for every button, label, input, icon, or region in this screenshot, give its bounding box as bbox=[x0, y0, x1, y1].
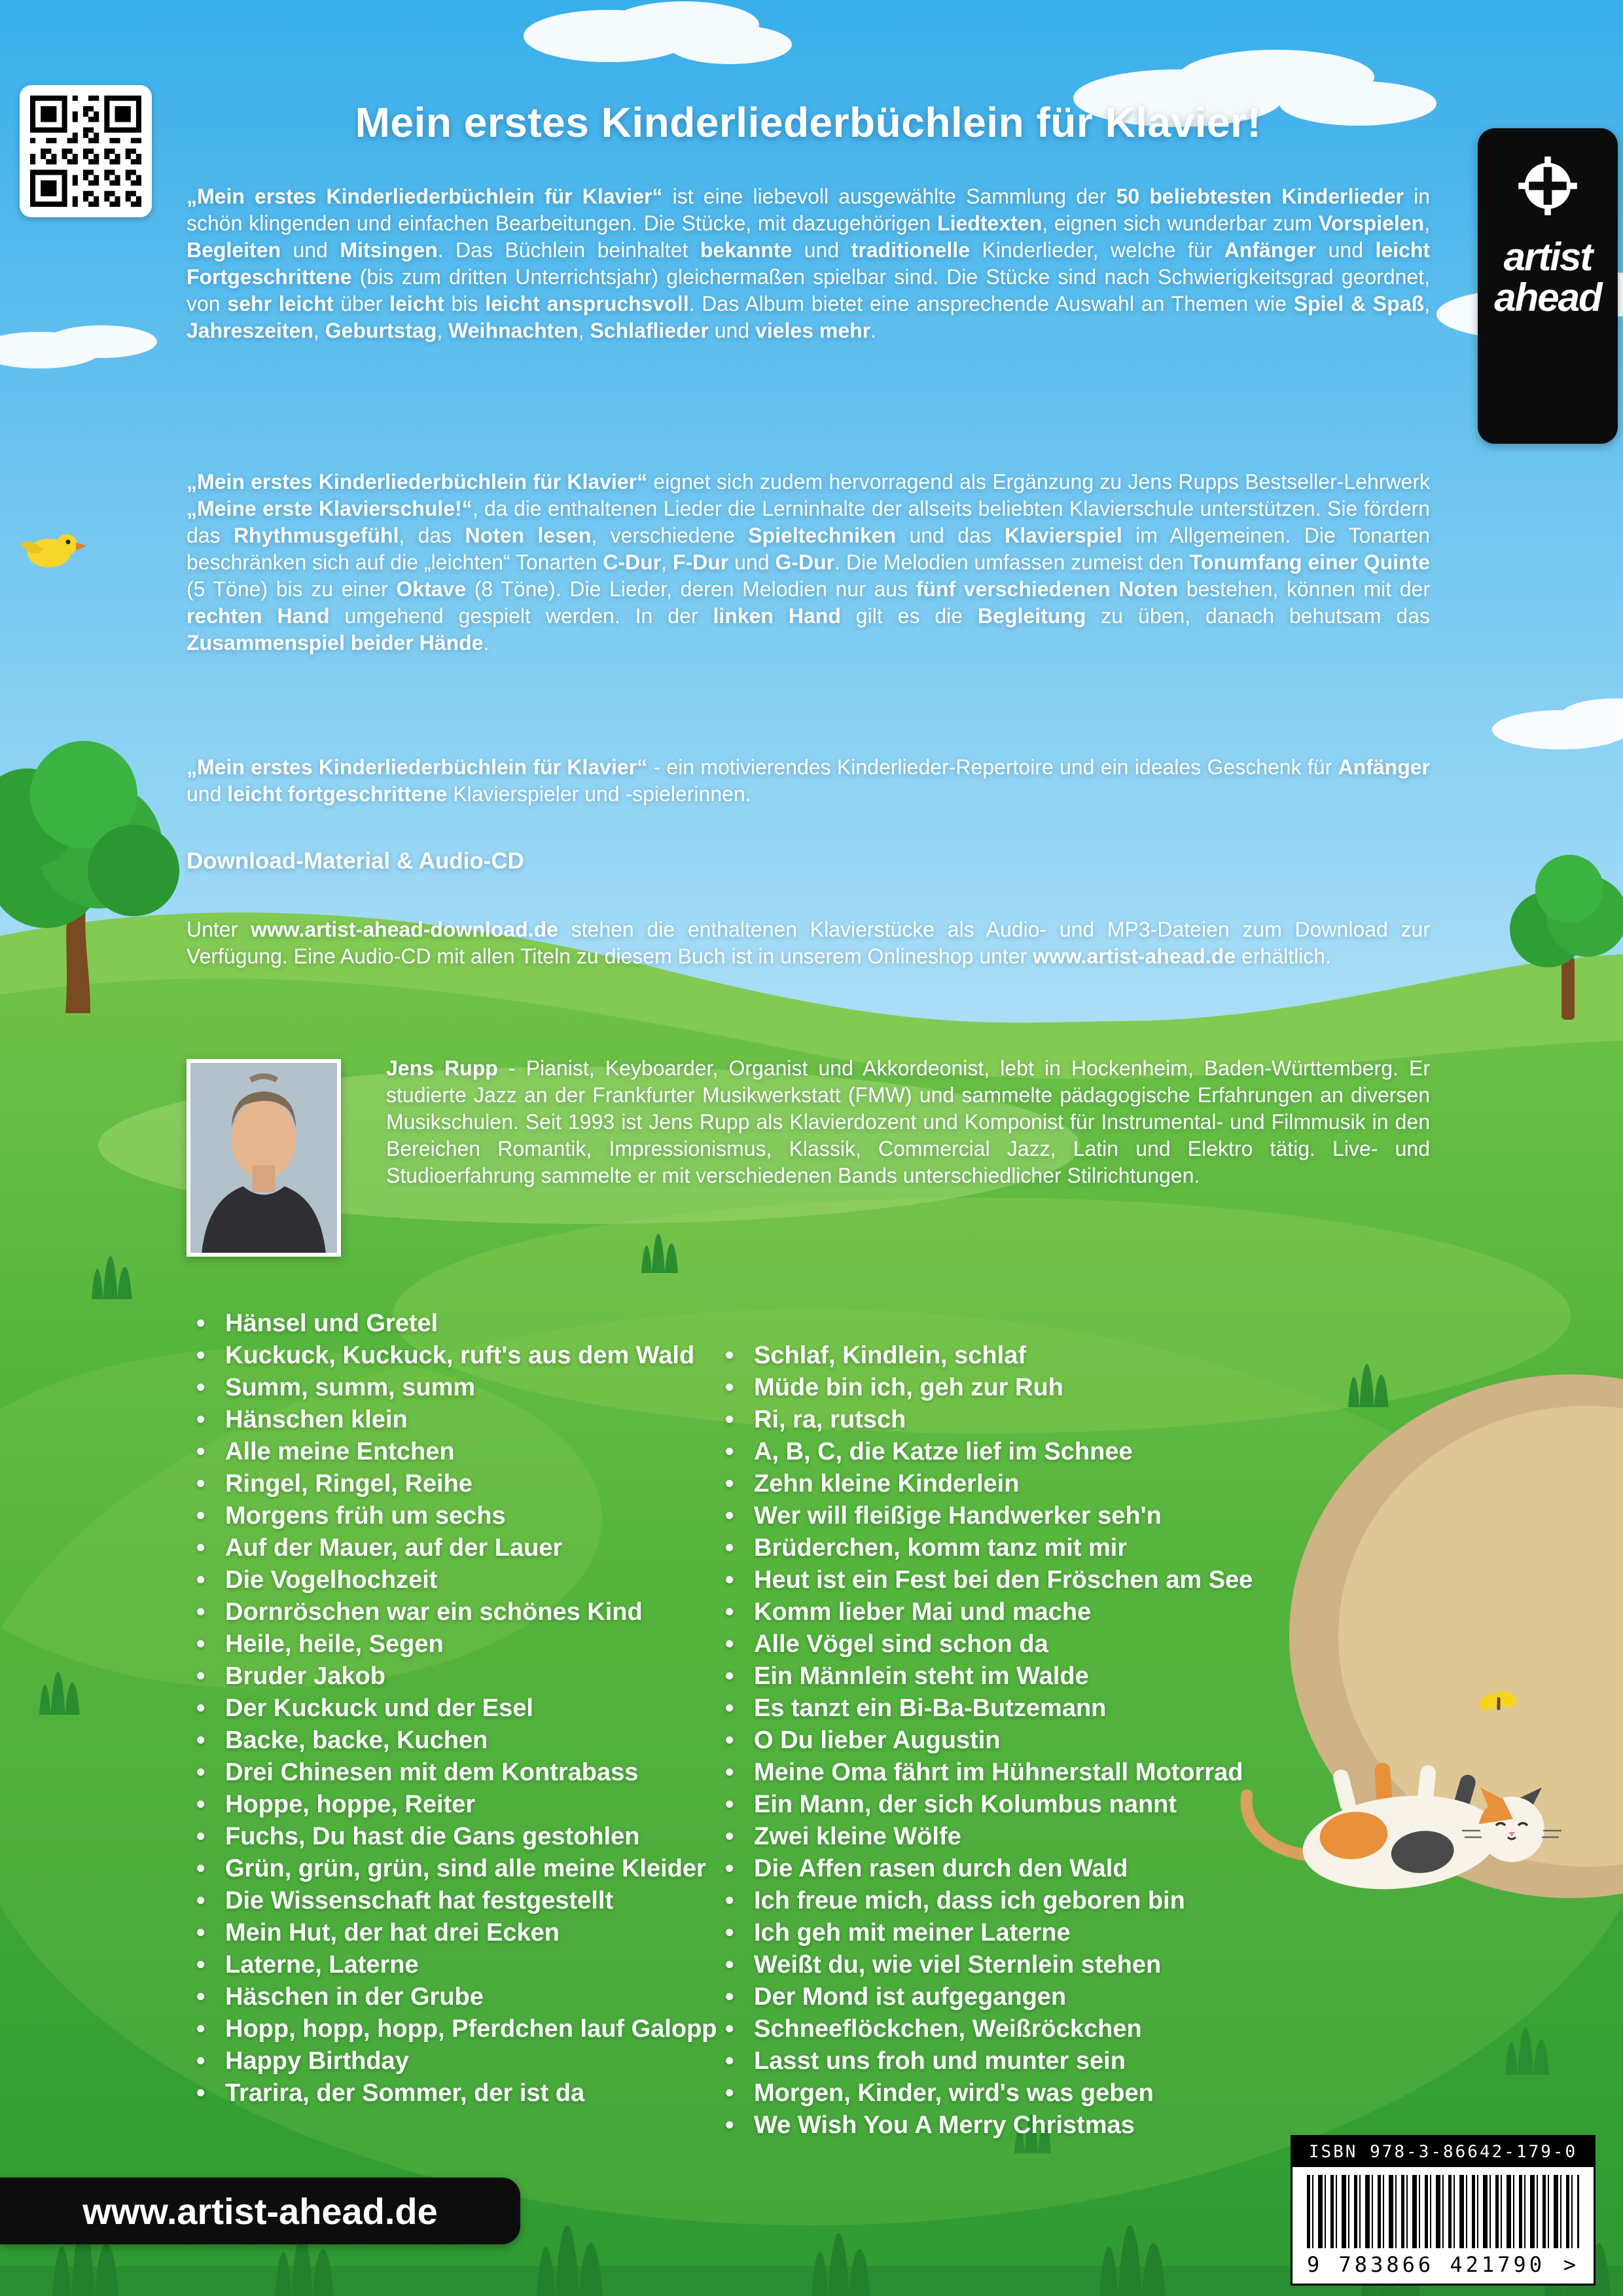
bullet-icon: • bbox=[725, 1406, 734, 1433]
song-list-item bbox=[196, 1500, 726, 1532]
bullet-icon: • bbox=[196, 2047, 205, 2075]
song-title: Der Mond ist aufgegangen bbox=[754, 1983, 1067, 2011]
song-title: Lasst uns froh und munter sein bbox=[754, 2047, 1126, 2075]
bullet-icon: • bbox=[196, 1887, 205, 1914]
geschenk-paragraph: „Mein erstes Kinderliederbüchlein für Klavier“ - ein motivierendes Kinderlieder-Repertoire und ein ideales Geschenk für Anfänger und leicht fortgeschrittene Klavierspieler und -spielerinnen. bbox=[187, 755, 1430, 806]
bullet-icon: • bbox=[196, 1342, 205, 1369]
song-list-item bbox=[725, 1853, 1327, 1885]
barcode-digits-row bbox=[1293, 2252, 1594, 2284]
bullet-icon: • bbox=[196, 2079, 205, 2107]
song-list-item bbox=[725, 1693, 1327, 1725]
bullet-icon: • bbox=[725, 1662, 734, 1690]
logo-word-artist: artist bbox=[1503, 235, 1592, 279]
barcode bbox=[1307, 2175, 1579, 2248]
lehrwerk-paragraph: „Mein erstes Kinderliederbüchlein für Klavier“ eignet sich zudem hervorragend als Ergänzung zu Jens Rupps Bestseller-Lehrwerk „Meine erste Klavierschule!“, da die enthaltenen Lieder die Lerninhalte der allseits beliebten Klavierschule unterstützen. Sie fördern das Rhythmusgefühl, das Noten lesen, verschiedene Spieltechniken und das Klavierspiel im Allgemeinen. Die Tonarten beschränken sich auf die „leichten“ Tonarten C-Dur, F-Dur und G-Dur. Die Melodien umfassen zumeist den Tonumfang einer Quinte (5 Töne) bis zu einer Oktave (8 Töne). Die Lieder, deren Melodien nur aus fünf verschiedenen Noten bestehen, können mit der rechten Hand umgehend gespielt werden. In der linken Hand gilt es die Begleitung zu üben, danach behutsam das Zusammenspiel beider Hände. bbox=[187, 470, 1431, 655]
song-list-item bbox=[725, 2109, 1327, 2142]
song-list-item bbox=[725, 1757, 1327, 1789]
song-list-item bbox=[196, 1725, 726, 1757]
bullet-icon: • bbox=[725, 1791, 734, 1818]
song-title: Summ, summ, summ bbox=[225, 1374, 476, 1401]
song-list-item bbox=[725, 1404, 1327, 1436]
author-bio: Jens Rupp - Pianist, Keyboarder, Organist und Akkordeonist, lebt in Hockenheim, Baden-Württemberg. Er studierte Jazz an der Frankfurter Musikwerkstatt (FMW) und sammelte pädagogische Erfahrungen an diversen Musikschulen. Seit 1993 ist Jens Rupp als Klavierdozent und Komponist für Instrumental- und Filmmusik in den Bereichen Romantik, Impressionismus, Klassik, Commercial Jazz, Latin und Elektro tätig. Live- und Studioerfahrung sammelte er mit verschiedenen Bands unterschiedlicher Stilrichtungen. bbox=[386, 1056, 1431, 1187]
bullet-icon: • bbox=[725, 1695, 734, 1722]
song-list-item bbox=[196, 1693, 726, 1725]
song-list-item bbox=[196, 1308, 726, 1340]
song-list-item bbox=[725, 2045, 1327, 2077]
bullet-icon: • bbox=[196, 1791, 205, 1818]
song-list-item bbox=[725, 1821, 1327, 1853]
bullet-icon: • bbox=[725, 1759, 734, 1786]
logo-wordmark bbox=[1494, 237, 1601, 318]
bullet-icon: • bbox=[725, 1630, 734, 1658]
song-title: Hoppe, hoppe, Reiter bbox=[225, 1791, 476, 1818]
download-heading: Download-Material & Audio-CD bbox=[187, 848, 524, 874]
song-title: Die Wissenschaft hat festgestellt bbox=[225, 1887, 614, 1914]
song-list-item bbox=[196, 2013, 726, 2045]
song-title: Fuchs, Du hast die Gans gestohlen bbox=[225, 1823, 640, 1850]
song-list-item bbox=[725, 1372, 1327, 1404]
song-title: Ich freue mich, dass ich geboren bin bbox=[754, 1887, 1185, 1914]
bullet-icon: • bbox=[725, 1470, 734, 1498]
song-title: Heile, heile, Segen bbox=[225, 1630, 444, 1658]
bullet-icon: • bbox=[725, 1566, 734, 1594]
song-list-item bbox=[725, 1564, 1327, 1596]
song-title: Auf der Mauer, auf der Lauer bbox=[225, 1534, 563, 1562]
song-title: Heut ist ein Fest bei den Fröschen am See bbox=[754, 1566, 1253, 1594]
song-list-item bbox=[196, 1757, 726, 1789]
song-list-item bbox=[725, 1500, 1327, 1532]
song-title: Morgen, Kinder, wird's was geben bbox=[754, 2079, 1154, 2107]
song-list-item bbox=[196, 1917, 726, 1949]
bullet-icon: • bbox=[196, 1823, 205, 1850]
barcode-digits: 9 783866 421790 bbox=[1307, 2252, 1545, 2277]
song-list-item bbox=[196, 1628, 726, 1660]
song-title: Komm lieber Mai und mache bbox=[754, 1598, 1092, 1626]
song-list-item bbox=[725, 2077, 1327, 2109]
song-title: Drei Chinesen mit dem Kontrabass bbox=[225, 1759, 639, 1786]
song-title: Schlaf, Kindlein, schlaf bbox=[754, 1342, 1026, 1369]
song-title: Zwei kleine Wölfe bbox=[754, 1823, 961, 1850]
song-title: Alle Vögel sind schon da bbox=[754, 1630, 1048, 1658]
song-title: Alle meine Entchen bbox=[225, 1438, 455, 1465]
bullet-icon: • bbox=[725, 1374, 734, 1401]
song-title: We Wish You A Merry Christmas bbox=[754, 2111, 1135, 2139]
author-portrait-illustration bbox=[190, 1063, 337, 1253]
song-title: Hopp, hopp, hopp, Pferdchen lauf Galopp bbox=[225, 2015, 717, 2043]
song-list-item bbox=[196, 2077, 726, 2109]
song-title: Ein Männlein steht im Walde bbox=[754, 1662, 1089, 1690]
song-title: Ringel, Ringel, Reihe bbox=[225, 1470, 473, 1498]
song-list-item bbox=[196, 1404, 726, 1436]
bullet-icon: • bbox=[196, 1438, 205, 1465]
bullet-icon: • bbox=[196, 1310, 205, 1337]
song-title: Bruder Jakob bbox=[225, 1662, 385, 1690]
intro-paragraph: „Mein erstes Kinderliederbüchlein für Klavier“ ist eine liebevoll ausgewählte Sammlung der 50 beliebtesten Kinderlieder in schön klingenden und einfachen Bearbeitungen. Die Stücke, mit dazugehörigen Liedtexten, eignen sich wunderbar zum Vorspielen, Begleiten und Mitsingen. Das Büchlein beinhaltet bekannte und traditionelle Kinderlieder, welche für Anfänger und leicht Fortgeschrittene (bis zum dritten Unterrichtsjahr) gleichermaßen spielbar sind. Die Stücke sind nach Schwierigkeitsgrad geordnet, von sehr leicht über leicht bis leicht anspruchsvoll. Das Album bietet eine ansprechende Auswahl an Themen wie Spiel & Spaß, Jahreszeiten, Geburtstag, Weihnachten, Schlaflieder und vieles mehr. bbox=[187, 185, 1431, 342]
song-title: Müde bin ich, geh zur Ruh bbox=[754, 1374, 1063, 1401]
song-title: Der Kuckuck und der Esel bbox=[225, 1695, 533, 1722]
song-list-item bbox=[196, 1564, 726, 1596]
song-list-item bbox=[725, 2013, 1327, 2045]
song-list-item bbox=[196, 1468, 726, 1500]
page-title: Mein erstes Kinderliederbüchlein für Klavier! bbox=[355, 99, 1262, 146]
song-title: Die Vogelhochzeit bbox=[225, 1566, 438, 1594]
song-list-item bbox=[196, 1532, 726, 1564]
bullet-icon: • bbox=[196, 1470, 205, 1498]
bullet-icon: • bbox=[196, 1919, 205, 1946]
song-list-item bbox=[196, 1853, 726, 1885]
song-list-item bbox=[725, 1340, 1327, 1372]
song-list-item bbox=[196, 1436, 726, 1468]
bullet-icon: • bbox=[725, 1502, 734, 1530]
song-list-item bbox=[725, 1436, 1327, 1468]
bullet-icon: • bbox=[196, 1983, 205, 2011]
bullet-icon: • bbox=[725, 2079, 734, 2107]
bullet-icon: • bbox=[725, 2015, 734, 2043]
plus-star-icon bbox=[1516, 154, 1579, 217]
artist-ahead-logo bbox=[1478, 128, 1618, 444]
song-title: Laterne, Laterne bbox=[225, 1951, 419, 1979]
song-list-item bbox=[196, 1372, 726, 1404]
song-list-item bbox=[196, 1821, 726, 1853]
download-paragraph: Unter www.artist-ahead-download.de stehen die enthaltenen Klavierstücke als Audio- und MP3-Dateien zum Download zur Verfügung. Eine Audio-CD mit allen Titeln zu diesem Buch ist in unserem Onlineshop unter www.artist-ahead.de erhältlich. bbox=[187, 918, 1430, 968]
bullet-icon: • bbox=[196, 1502, 205, 1530]
song-title: Ri, ra, rutsch bbox=[754, 1406, 906, 1433]
song-title: Kuckuck, Kuckuck, ruft's aus dem Wald bbox=[225, 1342, 695, 1369]
song-list-item bbox=[725, 1628, 1327, 1660]
song-list-item bbox=[725, 1917, 1327, 1949]
song-list-column-2 bbox=[725, 1340, 1327, 2142]
song-list-column-1 bbox=[196, 1308, 726, 2109]
bullet-icon: • bbox=[725, 1342, 734, 1369]
song-title: Zehn kleine Kinderlein bbox=[754, 1470, 1020, 1498]
website-banner bbox=[0, 2178, 520, 2244]
bullet-icon: • bbox=[196, 2015, 205, 2043]
song-list-item bbox=[725, 1660, 1327, 1693]
song-title: Brüderchen, komm tanz mit mir bbox=[754, 1534, 1128, 1562]
bullet-icon: • bbox=[725, 1727, 734, 1754]
song-title: Happy Birthday bbox=[225, 2047, 409, 2075]
song-title: O Du lieber Augustin bbox=[754, 1727, 1001, 1754]
song-title: Mein Hut, der hat drei Ecken bbox=[225, 1919, 560, 1946]
song-list-item bbox=[725, 1468, 1327, 1500]
song-title: Weißt du, wie viel Sternlein stehen bbox=[754, 1951, 1162, 1979]
song-list-item bbox=[725, 1725, 1327, 1757]
song-title: Wer will fleißige Handwerker seh'n bbox=[754, 1502, 1162, 1530]
bullet-icon: • bbox=[725, 1951, 734, 1979]
song-title: Trarira, der Sommer, der ist da bbox=[225, 2079, 585, 2107]
song-list-item bbox=[725, 1885, 1327, 1917]
song-list-item bbox=[725, 1789, 1327, 1821]
song-title: Meine Oma fährt im Hühnerstall Motorrad bbox=[754, 1759, 1243, 1786]
song-title: Backe, backe, Kuchen bbox=[225, 1727, 488, 1754]
author-photo bbox=[187, 1059, 341, 1257]
song-title: Hänsel und Gretel bbox=[225, 1310, 438, 1337]
song-list-item bbox=[196, 1949, 726, 1981]
song-list-item bbox=[196, 1340, 726, 1372]
bullet-icon: • bbox=[196, 1951, 205, 1979]
song-list-item bbox=[196, 1789, 726, 1821]
bullet-icon: • bbox=[725, 2047, 734, 2075]
logo-word-ahead: ahead bbox=[1494, 276, 1601, 319]
song-list-item bbox=[196, 1660, 726, 1693]
bullet-icon: • bbox=[196, 1406, 205, 1433]
isbn-label bbox=[1291, 2135, 1596, 2286]
bullet-icon: • bbox=[196, 1566, 205, 1594]
song-list-item bbox=[725, 1981, 1327, 2013]
song-list-item bbox=[196, 1885, 726, 1917]
song-title: Dornröschen war ein schönes Kind bbox=[225, 1598, 643, 1626]
bullet-icon: • bbox=[725, 1534, 734, 1562]
bullet-icon: • bbox=[196, 1727, 205, 1754]
song-list-item bbox=[196, 1596, 726, 1628]
song-title: Die Affen rasen durch den Wald bbox=[754, 1855, 1128, 1882]
song-list-item bbox=[196, 2045, 726, 2077]
song-title: Grün, grün, grün, sind alle meine Kleider bbox=[225, 1855, 706, 1882]
bullet-icon: • bbox=[196, 1534, 205, 1562]
song-title: A, B, C, die Katze lief im Schnee bbox=[754, 1438, 1133, 1465]
bullet-icon: • bbox=[725, 1823, 734, 1850]
bullet-icon: • bbox=[725, 1919, 734, 1946]
bullet-icon: • bbox=[196, 1598, 205, 1626]
bullet-icon: • bbox=[725, 1983, 734, 2011]
bullet-icon: • bbox=[725, 1438, 734, 1465]
qr-code bbox=[20, 85, 152, 217]
bullet-icon: • bbox=[196, 1662, 205, 1690]
song-list-item bbox=[725, 1596, 1327, 1628]
song-title: Hänschen klein bbox=[225, 1406, 408, 1433]
bullet-icon: • bbox=[196, 1630, 205, 1658]
song-list-item bbox=[725, 1532, 1327, 1564]
bullet-icon: • bbox=[196, 1374, 205, 1401]
bullet-icon: • bbox=[196, 1759, 205, 1786]
song-title: Es tanzt ein Bi-Ba-Butzemann bbox=[754, 1695, 1107, 1722]
song-title: Morgens früh um sechs bbox=[225, 1502, 506, 1530]
bullet-icon: • bbox=[725, 1598, 734, 1626]
bullet-icon: • bbox=[725, 1855, 734, 1882]
bullet-icon: • bbox=[196, 1695, 205, 1722]
song-title: Ich geh mit meiner Laterne bbox=[754, 1919, 1071, 1946]
isbn-number-text: ISBN 978-3-86642-179-0 bbox=[1293, 2137, 1594, 2167]
song-list-item bbox=[196, 1981, 726, 2013]
website-url: www.artist-ahead.de bbox=[82, 2190, 438, 2232]
bullet-icon: • bbox=[725, 2111, 734, 2139]
barcode-arrow: > bbox=[1563, 2252, 1579, 2277]
song-title: Ein Mann, der sich Kolumbus nannt bbox=[754, 1791, 1177, 1818]
song-title: Schneeflöckchen, Weißröckchen bbox=[754, 2015, 1142, 2043]
bullet-icon: • bbox=[725, 1887, 734, 1914]
song-list-item bbox=[725, 1949, 1327, 1981]
song-title: Häschen in der Grube bbox=[225, 1983, 484, 2011]
bullet-icon: • bbox=[196, 1855, 205, 1882]
